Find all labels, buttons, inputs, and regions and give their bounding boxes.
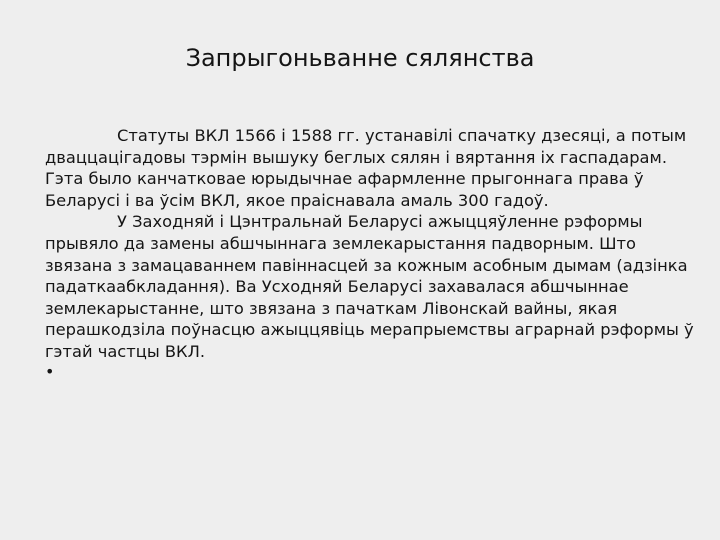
slide-body (45, 125, 695, 380)
paragraph-reform: У Заходняй і Цэнтральнай Беларусі ажыццяўленне рэформы прывяло да замены абшчыннага землекарыстання падворным. Што звязана з замацаваннем павіннасцей за кожным асобным дымам (адзінка падаткаабкладання). Ва Усходняй Беларусі захавалася абшчыннае землекарыстанне, што звязана з пачаткам Лівонскай вайны, якая перашкодзіла поўнасцю ажыццявіць мерапрыемствы аграрнай рэформы ў гэтай частцы ВКЛ. (45, 212, 694, 361)
slide-title: Запрыгоньванне сялянства (185, 44, 535, 72)
empty-bullet: • (45, 361, 55, 381)
paragraph-statutes: Статуты ВКЛ 1566 і 1588 гг. устанавілі спачатку дзесяці, а потым дваццацігадовы тэрмін вышуку беглых сялян і вяртання іх гаспадарам. Гэта было канчатковае юрыдычнае афармленне прыгоннага права ў Беларусі і ва ўсім ВКЛ, якое праіснавала амаль 300 гадоў. (45, 126, 687, 210)
